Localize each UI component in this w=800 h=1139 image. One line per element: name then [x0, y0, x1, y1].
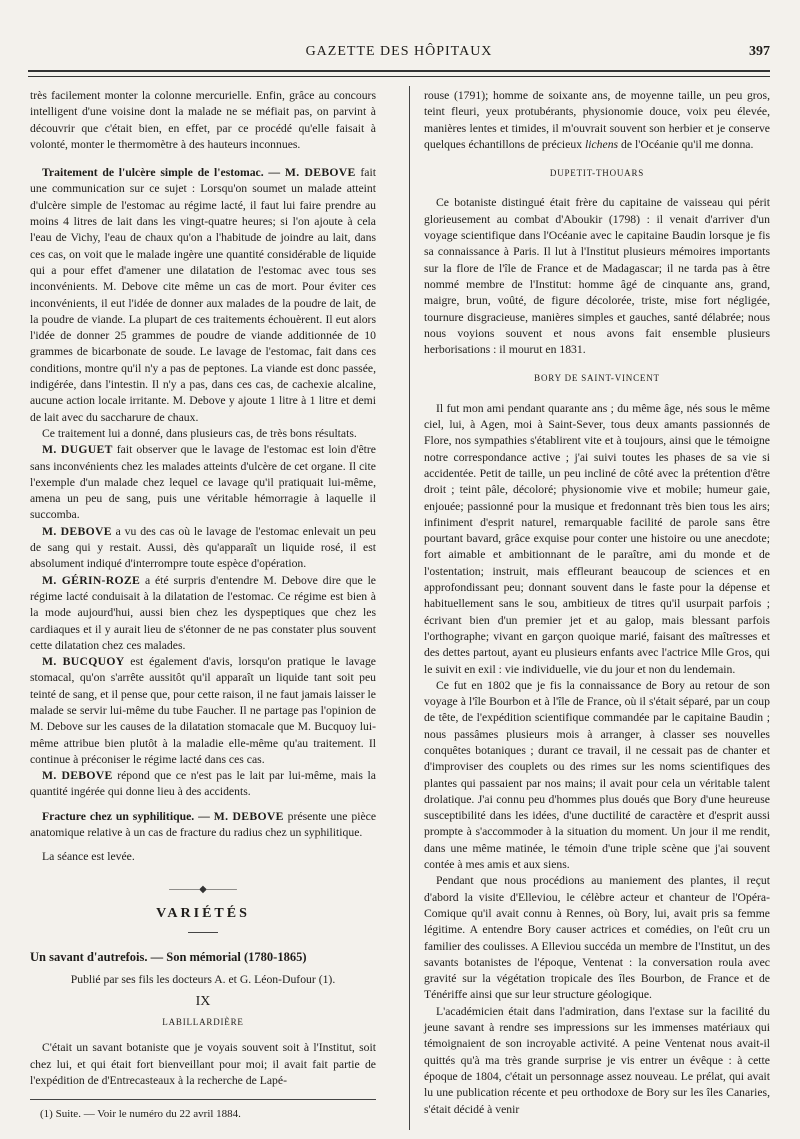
section-ulcere: [30, 165, 376, 426]
person-heading-labillardiere: LABILLARDIÈRE: [162, 1017, 244, 1028]
page-number: 397: [749, 44, 770, 59]
person-heading-dupetit-thouars: DUPETIT-THOUARS: [549, 168, 645, 179]
section-fracture: Fracture chez un syphilitique. — M. DEBOVE présente une pièce anatomique relative à un cas de fracture du radius chez un syphilitique.: [30, 809, 377, 840]
speaker-name: M. BUCQUOY: [42, 655, 125, 669]
section-text: fait une communication sur ce sujet : Lorsqu'on soumet un malade atteint d'ulcère simple de l'estomac au régime lacté, il faut lui faire prendre au moins 4 litres de lait dans les vingt-quatre heures; si l'on ajoute à cela l'eau de Vichy, l'eau de chaux qu'on a l'habitude de joindre au lait, dans ces cas, on voit que le malade ingère une quantité considérable de liquide qui a pour effet d'amener une dilatation de l'estomac avec tous ses inconvénients. M. Debove cite même un cas de mort. Pour éviter ces inconvénients, il eut l'idée de donner aux malades de la poudre de lait, de la poudre de viande. La plupart de ces traitements échouèrent. Il eut alors l'idée de donner 25 grammes de poudre de viande additionnée de 10 grammes de bicarbonate de soude. Le lavage de l'estomac, fait dans ces conditions, montre qu'il n'y a pas de peptones. La viande est donc passée, indigérée, dans l'intestin. Il n'y a pas, dans ces cas, de cachexie alcaline, aucune action locale irritante. M. Debove y ajoute 1 litre à 1 litre et demi de lait avec du saccharure de chaux.: [30, 166, 376, 424]
chapter-number: IX: [195, 993, 211, 1009]
paragraph: Il fut mon ami pendant quarante ans ; du même âge, nés sous le même ciel, lui, à Agen, moi à Saint-Sever, tous deux amants passionnés de Flore, nos sympathies s'établirent vite et à toujours, ainsi que le témoigne notre correspondance active ; j'ai suivi toutes les phases de sa vie si accidentée. Petit de taille, un peu incliné de côté avec la prétention d'être droit ; teint pâle, décoloré; physionomie vive et mobile; humeur gaie, enjouée; passionné pour la musique et fredonnant très bien tous les airs; infiniment d'esprit naturel, remarquable facilité de parole sans être pourtant bavard, grâce exquise pour conter une histoire ou une anecdote; fort aimable et ambitionnant de le paraître, ami du monde et de l'ostentation; instruit, mais effleurant beaucoup de sciences et en approfondissant peu; donnant souvent dans le faste pour la dépense et habituellement sans le sou, ambitieux de titres qu'il usurpait parfois ; écrivant bien d'un premier jet et au galop, mais blessant parfois l'orthographe; vivant en garçon quoique marié, faisant des maîtresses et des dettes partout, ayant eu plusieurs enfants avec l'actrice Mlle Gros, qui le suivit en exil : vie individuelle, vie du jour et non du lendemain.: [424, 401, 770, 676]
column-divider: [409, 86, 410, 1130]
speaker-name: M. DUGUET: [42, 443, 113, 457]
section-title: Fracture chez un syphilitique. —: [42, 809, 214, 823]
discussion-debove-reply: M. DEBOVE répond que ce n'est pas le lait par lui-même, mais la quantité ingérée qui donne lieu à des accidents.: [30, 769, 376, 799]
discussion-gerin-roze: M. GÉRIN-ROZE a été surpris d'entendre M. Debove dire que le régime lacté conduisait à la dilatation de l'estomac. Ce régime est bien à la mode aujourd'hui, aussi bien chez les dyspeptiques que chez les cardiaques et il y aurait lieu de s'étonner de ne pas constater plus souvent cette dilatation chez ces malades.: [30, 573, 376, 652]
paragraph: Pendant que nous procédions au maniement des plantes, il reçut d'abord la visite d'Elleviou, le célèbre acteur et chanteur de l'Opéra-Comique qu'il avait connu à Rennes, où Bory, lui, avait pris sa femme légitime. A entendre Bory causer actrices et comédies, on l'eût cru un familier des coulisses. A Elleviou succéda un membre de l'Institut, un des savants botanistes de l'époque, Ventenat : la conversation roula avec gravité sur la végétation tropicale des îles Bourbon, de France et de Ténériffe ainsi que sur leur structure géologique.: [424, 874, 770, 1002]
page-header: [28, 44, 770, 64]
paragraph: L'académicien était dans l'admiration, dans l'extase sur la facilité du jeune savant à rendre ses impressions sur les immenses matériaux qui témoignaient de son incroyable activité. A peine Ventenat nous avait-il quittés qu'à ma très grande surprise je vis entrer un évêque : à cette époque de 1804, c'était un personnage assez nouveau. Le prélat, qui avait lu une publication récente et peu orthodoxe de Bory sur les îles Canaries, s'était décidé à venir: [424, 1004, 770, 1116]
speaker-name: M. DEBOVE: [284, 166, 356, 180]
speaker-name: M. DEBOVE: [42, 524, 112, 538]
paragraph: C'était un savant botaniste que je voyais souvent soit à l'Institut, soit chez lui, et qui était fort bienveillant pour moi; il avait fait partie de l'expédition de d'Entrecasteaux à la recherche de Lapé-: [30, 1041, 376, 1088]
discussion-debove: M. DEBOVE a vu des cas où le lavage de l'estomac enlevait un peu de sang qui y restait. Aussi, dès qu'apparaît un liquide rosé, il est absolument indiqué d'interrompre toute espèce d'opération.: [30, 524, 376, 571]
session-closed: La séance est levée.: [42, 850, 135, 864]
paragraph: Ce botaniste distingué était frère du capitaine de vaisseau qui périt glorieusement au combat d'Aboukir (1798) : il venait d'arriver d'un voyage scientifique dans l'Océanie avec le capitaine Baudin lorsque je fis sa connaissance à Paris. Il lut à l'Institut plusieurs mémoires importants sur la flore de l'île de France et de Madagascar; il ne tarda pas à être nommé membre de l'Institut: homme âgé de cinquante ans, grand, maigre, brun, voûté, de figure décolorée, triste, mise fort négligée, tournure disgracieuse, manières simples et gauches, santé délabrée; nous nous voyions souvent et nous avons fait ensemble plusieurs herborisations : il mourut en 1831.: [424, 196, 770, 357]
divider: [188, 932, 218, 933]
section-ornament: ———◆———: [169, 883, 237, 895]
speaker-name: M. DEBOVE: [42, 769, 113, 783]
paragraph: très facilement monter la colonne mercurielle. Enfin, grâce au concours intelligent d'une voisine dont la malade ne se méfiait pas, on parvint à découvrir que c'était bien, en effet, par ce procédé qu'elle faisait à volonté, monter le thermomètre à des hauteurs inconnues.: [30, 89, 376, 151]
header-rule: [28, 70, 770, 72]
journal-title: GAZETTE DES HÔPITAUX: [305, 44, 493, 59]
speaker-name: M. DEBOVE: [213, 809, 284, 823]
paragraph: Ce fut en 1802 que je fis la connaissance de Bory au retour de son voyage à l'île Bourbon et à l'île de France, où il s'était séparé, par un coup de tête, de l'expédition scientifique commandée par le capitaine Baudin ; nous passâmes plusieurs mois à arranger, à classer ses nouvelles conquêtes botaniques ; durant ce travail, il ne cessait pas de chanter et d'improviser des couplets ou des rimes sur les noms scientifiques des plantes qui passaient par nos mains; il avait pour cela un véritable talent drolatique. J'ai connu peu d'hommes plus doués que Bory d'une heureuse susceptibilité dans les idées, d'une ductilité de caractère et d'esprit aussi prompte à s'accommoder à la situation du moment. Un jour il me rendit, dans une même matinée, le témoin d'une triple scène que j'ai souvent contée à mes amis et aux siens.: [424, 678, 770, 872]
footnote-rule: [30, 1099, 376, 1100]
paragraph: Ce traitement lui a donné, dans plusieurs cas, de très bons résultats.: [42, 426, 357, 440]
article-subtitle: Publié par ses fils les docteurs A. et G. Léon-Dufour (1).: [70, 972, 336, 986]
section-title: Traitement de l'ulcère simple de l'estomac. —: [42, 166, 285, 180]
varietes-heading: VARIÉTÉS: [156, 905, 250, 921]
header-rule-thin: [28, 76, 770, 77]
paragraph: rouse (1791); homme de soixante ans, de moyenne taille, un peu gros, teint fleuri, yeux protubérants, physionomie douce, voix peu élevée, manières lentes et timides, il m'ouvrait souvent son herbier et je conserve quelques échantillons de précieux lichens de l'Océanie qu'il me donna.: [424, 89, 770, 151]
discussion-duguet: M. DUGUET fait observer que le lavage de l'estomac est loin d'être sans inconvénients chez les malades atteints d'ulcère de cet organe. Il cite l'exemple d'un malade chez lequel ce lavage qu'il pratiquait lui-même, amena un peu de sang, puis une véritable hémorragie à laquelle il succomba.: [30, 443, 376, 522]
person-heading-bory: BORY DE SAINT-VINCENT: [534, 373, 660, 384]
discussion-bucquoy: M. BUCQUOY est également d'avis, lorsqu'on pratique le lavage stomacal, qu'on s'arrête aussitôt qu'il apparaît un liquide tant soit peu teinté de sang, et il pense que, pour cette raison, il ne faut jamais laisser le malade se servir lui-même du tube Faucher. Il ne partage pas l'opinion de M. Debove sur les causes de la dilatation stomacale que M. Bucquoy lui-même attribue bien plutôt à la maladie elle-même qu'au traitement. Il continue à préconiser le régime lacté dans ces cas.: [30, 655, 376, 766]
right-column: [424, 88, 770, 1118]
speaker-name: M. GÉRIN-ROZE: [42, 573, 141, 587]
article-title: Un savant d'autrefois. — Son mémorial (1780-1865): [30, 950, 307, 965]
left-column: [30, 88, 376, 1123]
footnote: (1) Suite. — Voir le numéro du 22 avril 1884.: [40, 1108, 241, 1121]
